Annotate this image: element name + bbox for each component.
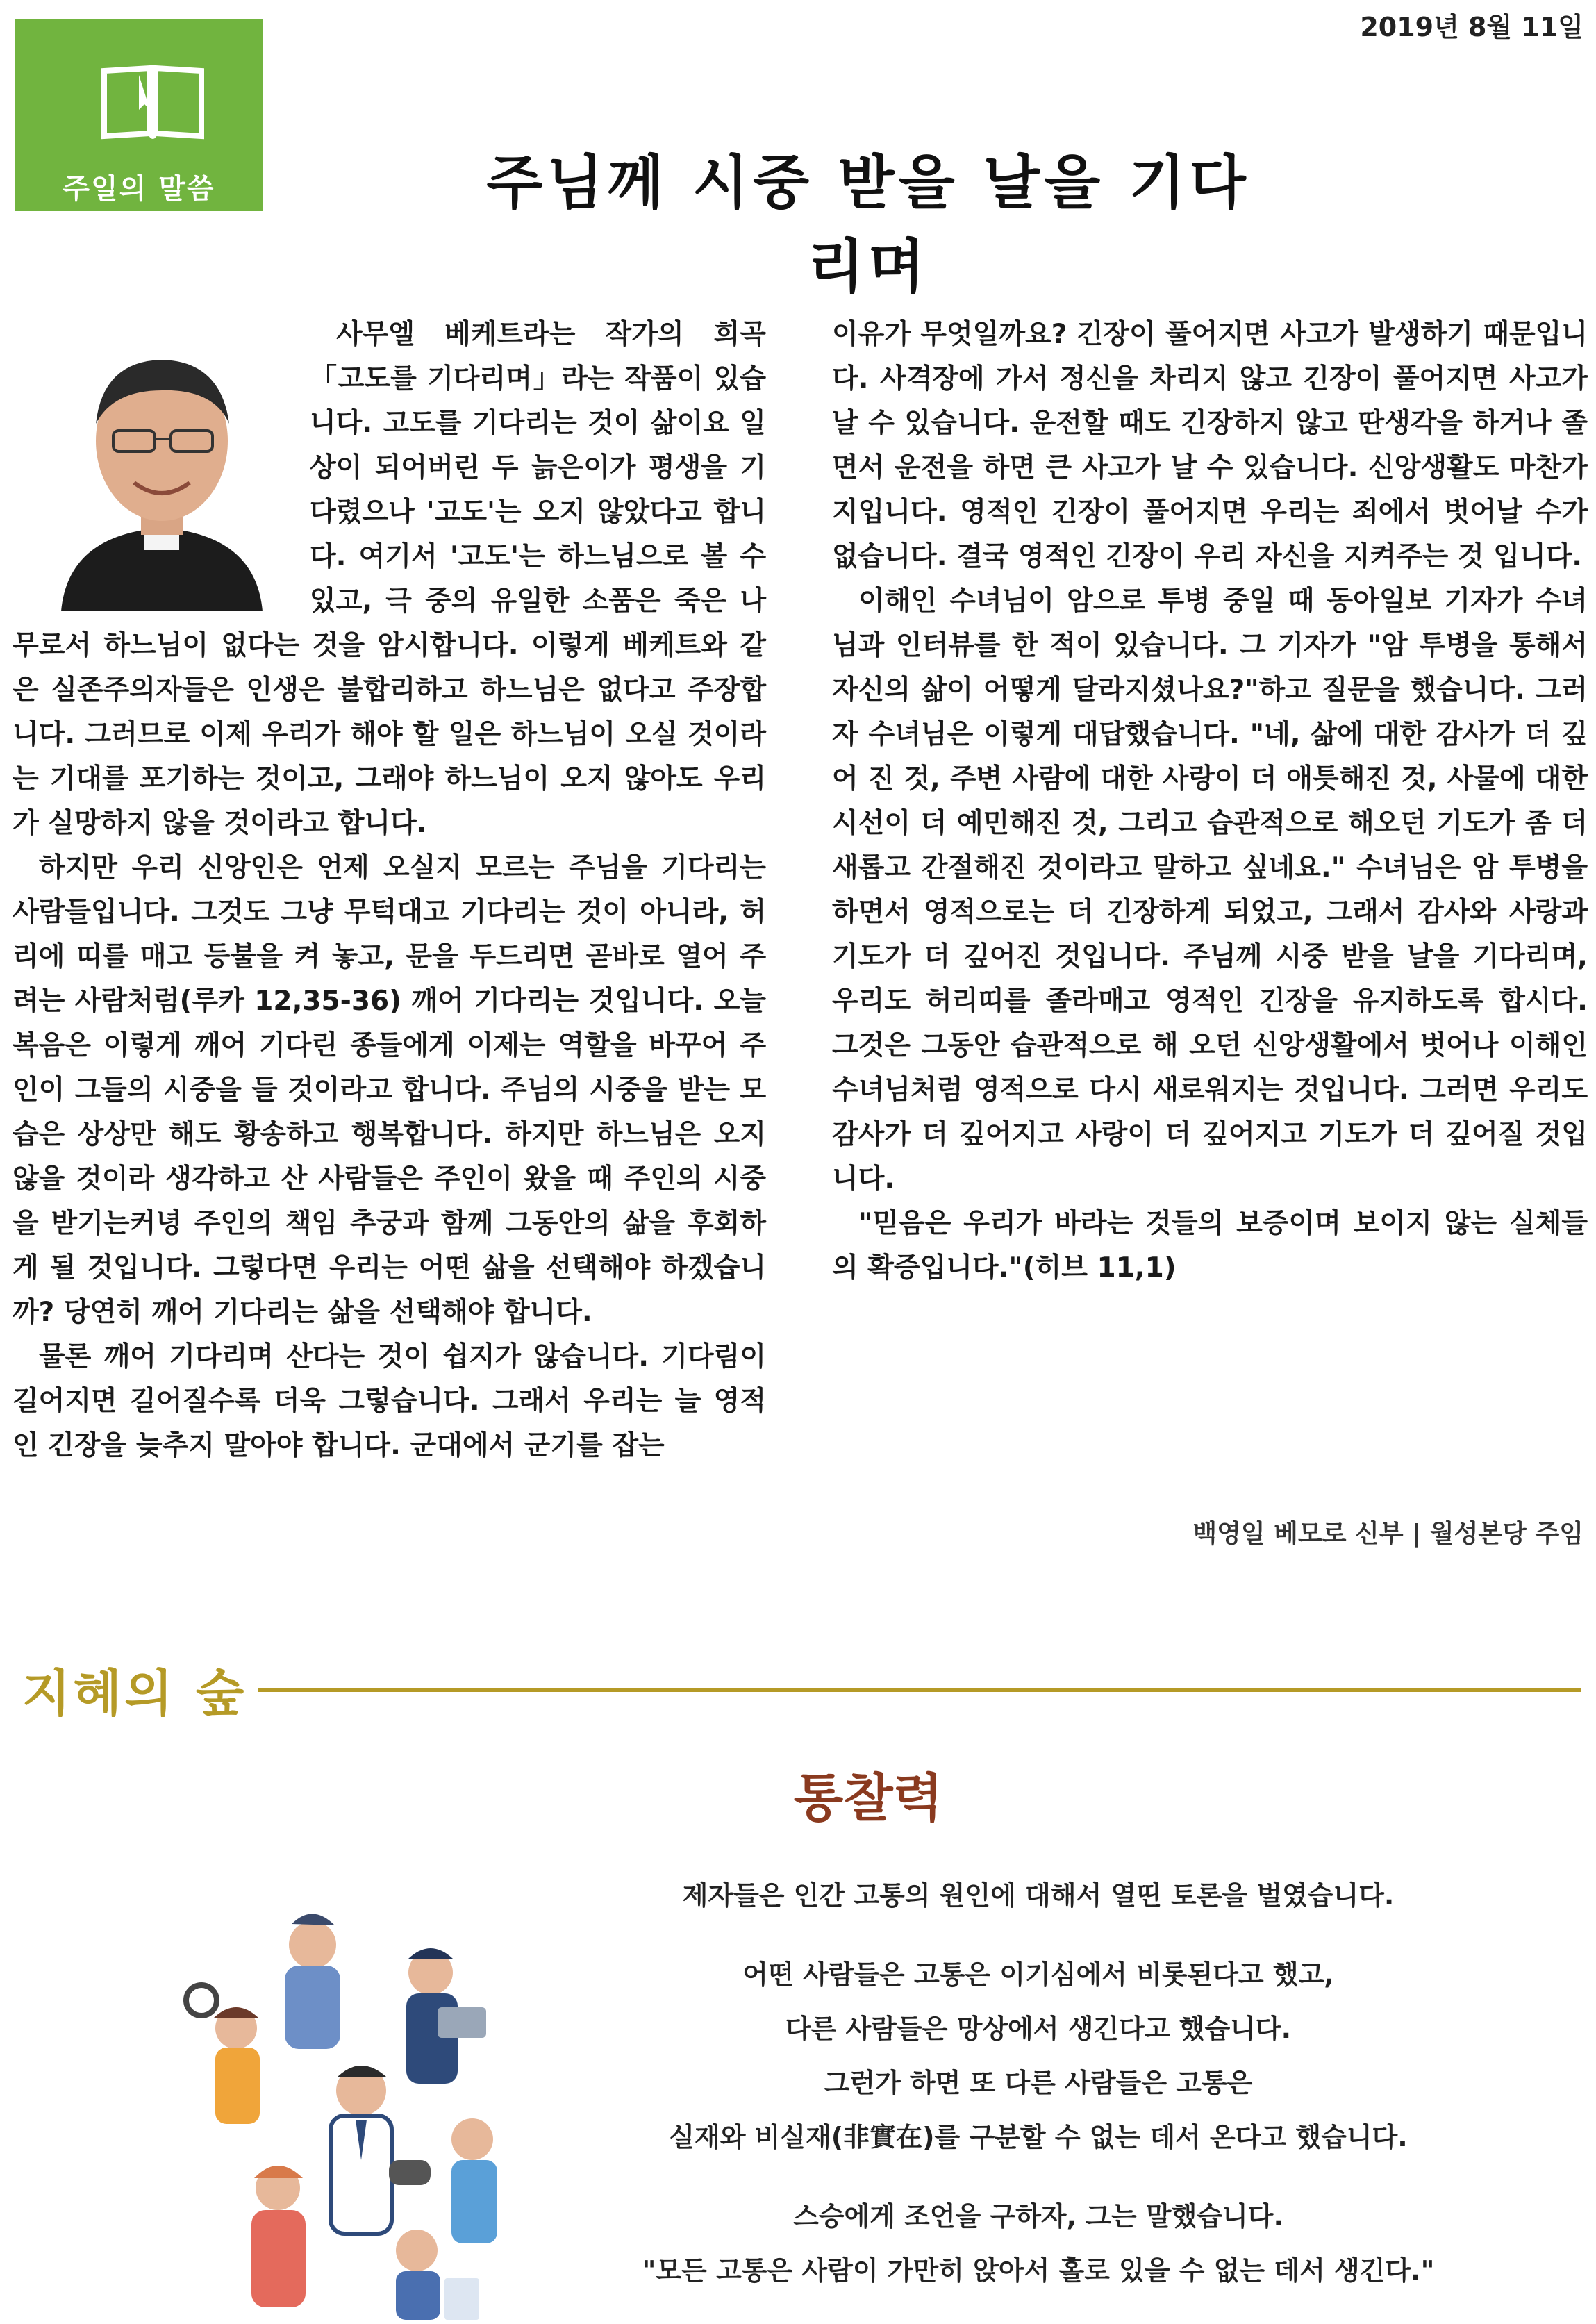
author-portrait: [47, 326, 276, 611]
wisdom-line: 다른 사람들은 망상에서 생긴다고 했습니다.: [785, 2014, 1292, 2044]
wisdom-line: 실재와 비실재(非實在)를 구분할 수 없는 데서 온다고 했습니다.: [669, 2122, 1408, 2152]
section-badge: [15, 19, 263, 211]
wisdom-line: 스승에게 조언을 구하자, 그는 말했습니다.: [793, 2201, 1283, 2232]
article-title: 주님께 시중 받을 날을 기다리며: [486, 149, 1250, 301]
paragraph: "믿음은 우리가 바라는 것들의 보증이며 보이지 않는 실체들의 확증입니다."(히브 11,1): [832, 1208, 1588, 1284]
paragraph: 물론 깨어 기다리며 산다는 것이 쉽지가 않습니다. 기다림이 길어지면 길어질수록 더욱 그렇습니다. 그래서 우리는 늘 영적인 긴장을 늦추지 말아야 합니다. 군대에서 군기를 잡는: [13, 1341, 766, 1461]
author-byline: 백영일 베모로 신부 | 월성본당 주임: [1192, 1520, 1583, 1548]
article-column-left: [13, 313, 766, 1468]
issue-date: 2019년 8월 11일: [1360, 12, 1583, 42]
paragraph: 이유가 무엇일까요? 긴장이 풀어지면 사고가 발생하기 때문입니다. 사격장에 가서 정신을 차리지 않고 긴장이 풀어지면 사고가 날 수 있습니다. 운전할 때도 긴장하지 않고 딴생각을 하거나 졸면서 운전을 하면 큰 사고가 날 수 있습니다. 신앙생활도 마찬가지입니다. 영적인 긴장이 풀어지면 우리는 죄에서 벗어날 수가 없습니다. 결국 영적인 긴장이 우리 자신을 지켜주는 것 입니다.: [832, 319, 1588, 572]
wisdom-text: [528, 1868, 1549, 2298]
divider: [258, 1688, 1581, 1692]
paragraph: 사무엘 베케트라는 작가의 희곡 「고도를 기다리며」라는 작품이 있습니다. 고도를 기다리는 것이 삶이요 일상이 되어버린 두 늙은이가 평생을 기다렸으나 '고도'는 오지 않았다고 합니다. 여기서 '고도'는 하느님으로 볼 수 있고, 극 중의 유일한 소품은 죽은 나무로서 하느님이 없다는 것을 암시합니다. 이렇게 베케트와 같은 실존주의자들은 인생은 불합리하고 하느님은 없다고 주장합니다. 그러므로 이제 우리가 해야 할 일은 하느님이 오실 것이라는 기대를 포기하는 것이고, 그래야 하느님이 오지 않아도 우리가 실망하지 않을 것이라고 합니다.: [13, 319, 766, 839]
people-illustration: [174, 1861, 563, 2320]
wisdom-line: 제자들은 인간 고통의 원인에 대해서 열띤 토론을 벌였습니다.: [682, 1880, 1395, 1911]
wisdom-line: 어떤 사람들은 고통은 이기심에서 비롯된다고 했고,: [742, 1959, 1334, 1990]
article-column-right: [832, 313, 1588, 1290]
paragraph: 이해인 수녀님이 암으로 투병 중일 때 동아일보 기자가 수녀님과 인터뷰를 한 적이 있습니다. 그 기자가 "암 투병을 통해서 자신의 삶이 어떻게 달라지셨나요?"하고 질문을 했습니다. 그러자 수녀님은 이렇게 대답했습니다. "네, 삶에 대한 감사가 더 깊어 진 것, 주변 사람에 대한 사랑이 더 애틋해진 것, 사물에 대한 시선이 더 예민해진 것, 그리고 습관적으로 해오던 기도가 좀 더 새롭고 간절해진 것이라고 말하고 싶네요." 수녀님은 암 투병을 하면서 영적으로는 더 긴장하게 되었고, 그래서 감사와 사랑과 기도가 더 깊어진 것입니다. 주님께 시중 받을 날을 기다리며, 우리도 허리띠를 졸라매고 영적인 긴장을 유지하도록 합시다. 그것은 그동안 습관적으로 해 오던 신앙생활에서 벗어나 이해인 수녀님처럼 영적으로 다시 새로워지는 것입니다. 그러면 우리도 감사가 더 깊어지고 사랑이 더 깊어지고 기도가 더 깊어질 것입니다.: [832, 586, 1588, 1195]
section-badge-label: 주일의 말씀: [63, 173, 215, 205]
wisdom-section-label: 지혜의 숲: [22, 1664, 247, 1723]
paragraph: 하지만 우리 신앙인은 언제 오실지 모르는 주님을 기다리는 사람들입니다. 그것도 그냥 무턱대고 기다리는 것이 아니라, 허리에 띠를 매고 등불을 켜 놓고, 문을 두드리면 곧바로 열어 주려는 사람처럼(루카 12,35-36) 깨어 기다리는 것입니다. 오늘 복음은 이렇게 깨어 기다린 종들에게 이제는 역할을 바꾸어 주인이 그들의 시중을 들 것이라고 합니다. 주님의 시중을 받는 모습은 상상만 해도 황송하고 행복합니다. 하지만 하느님은 오지 않을 것이라 생각하고 산 사람들은 주인이 왔을 때 주인의 시중을 받기는커녕 주인의 책임 추궁과 함께 그동안의 삶을 후회하게 될 것입니다. 그렇다면 우리는 어떤 삶을 선택해야 하겠습니까? 당연히 깨어 기다리는 삶을 선택해야 합니다.: [13, 852, 766, 1328]
wisdom-line: 그런가 하면 또 다른 사람들은 고통은: [824, 2068, 1253, 2098]
wisdom-line: "모든 고통은 사람이 가만히 앉아서 홀로 있을 수 없는 데서 생긴다.": [642, 2255, 1435, 2286]
wisdom-title: 통찰력: [793, 1768, 943, 1828]
open-book-icon: [97, 61, 208, 144]
